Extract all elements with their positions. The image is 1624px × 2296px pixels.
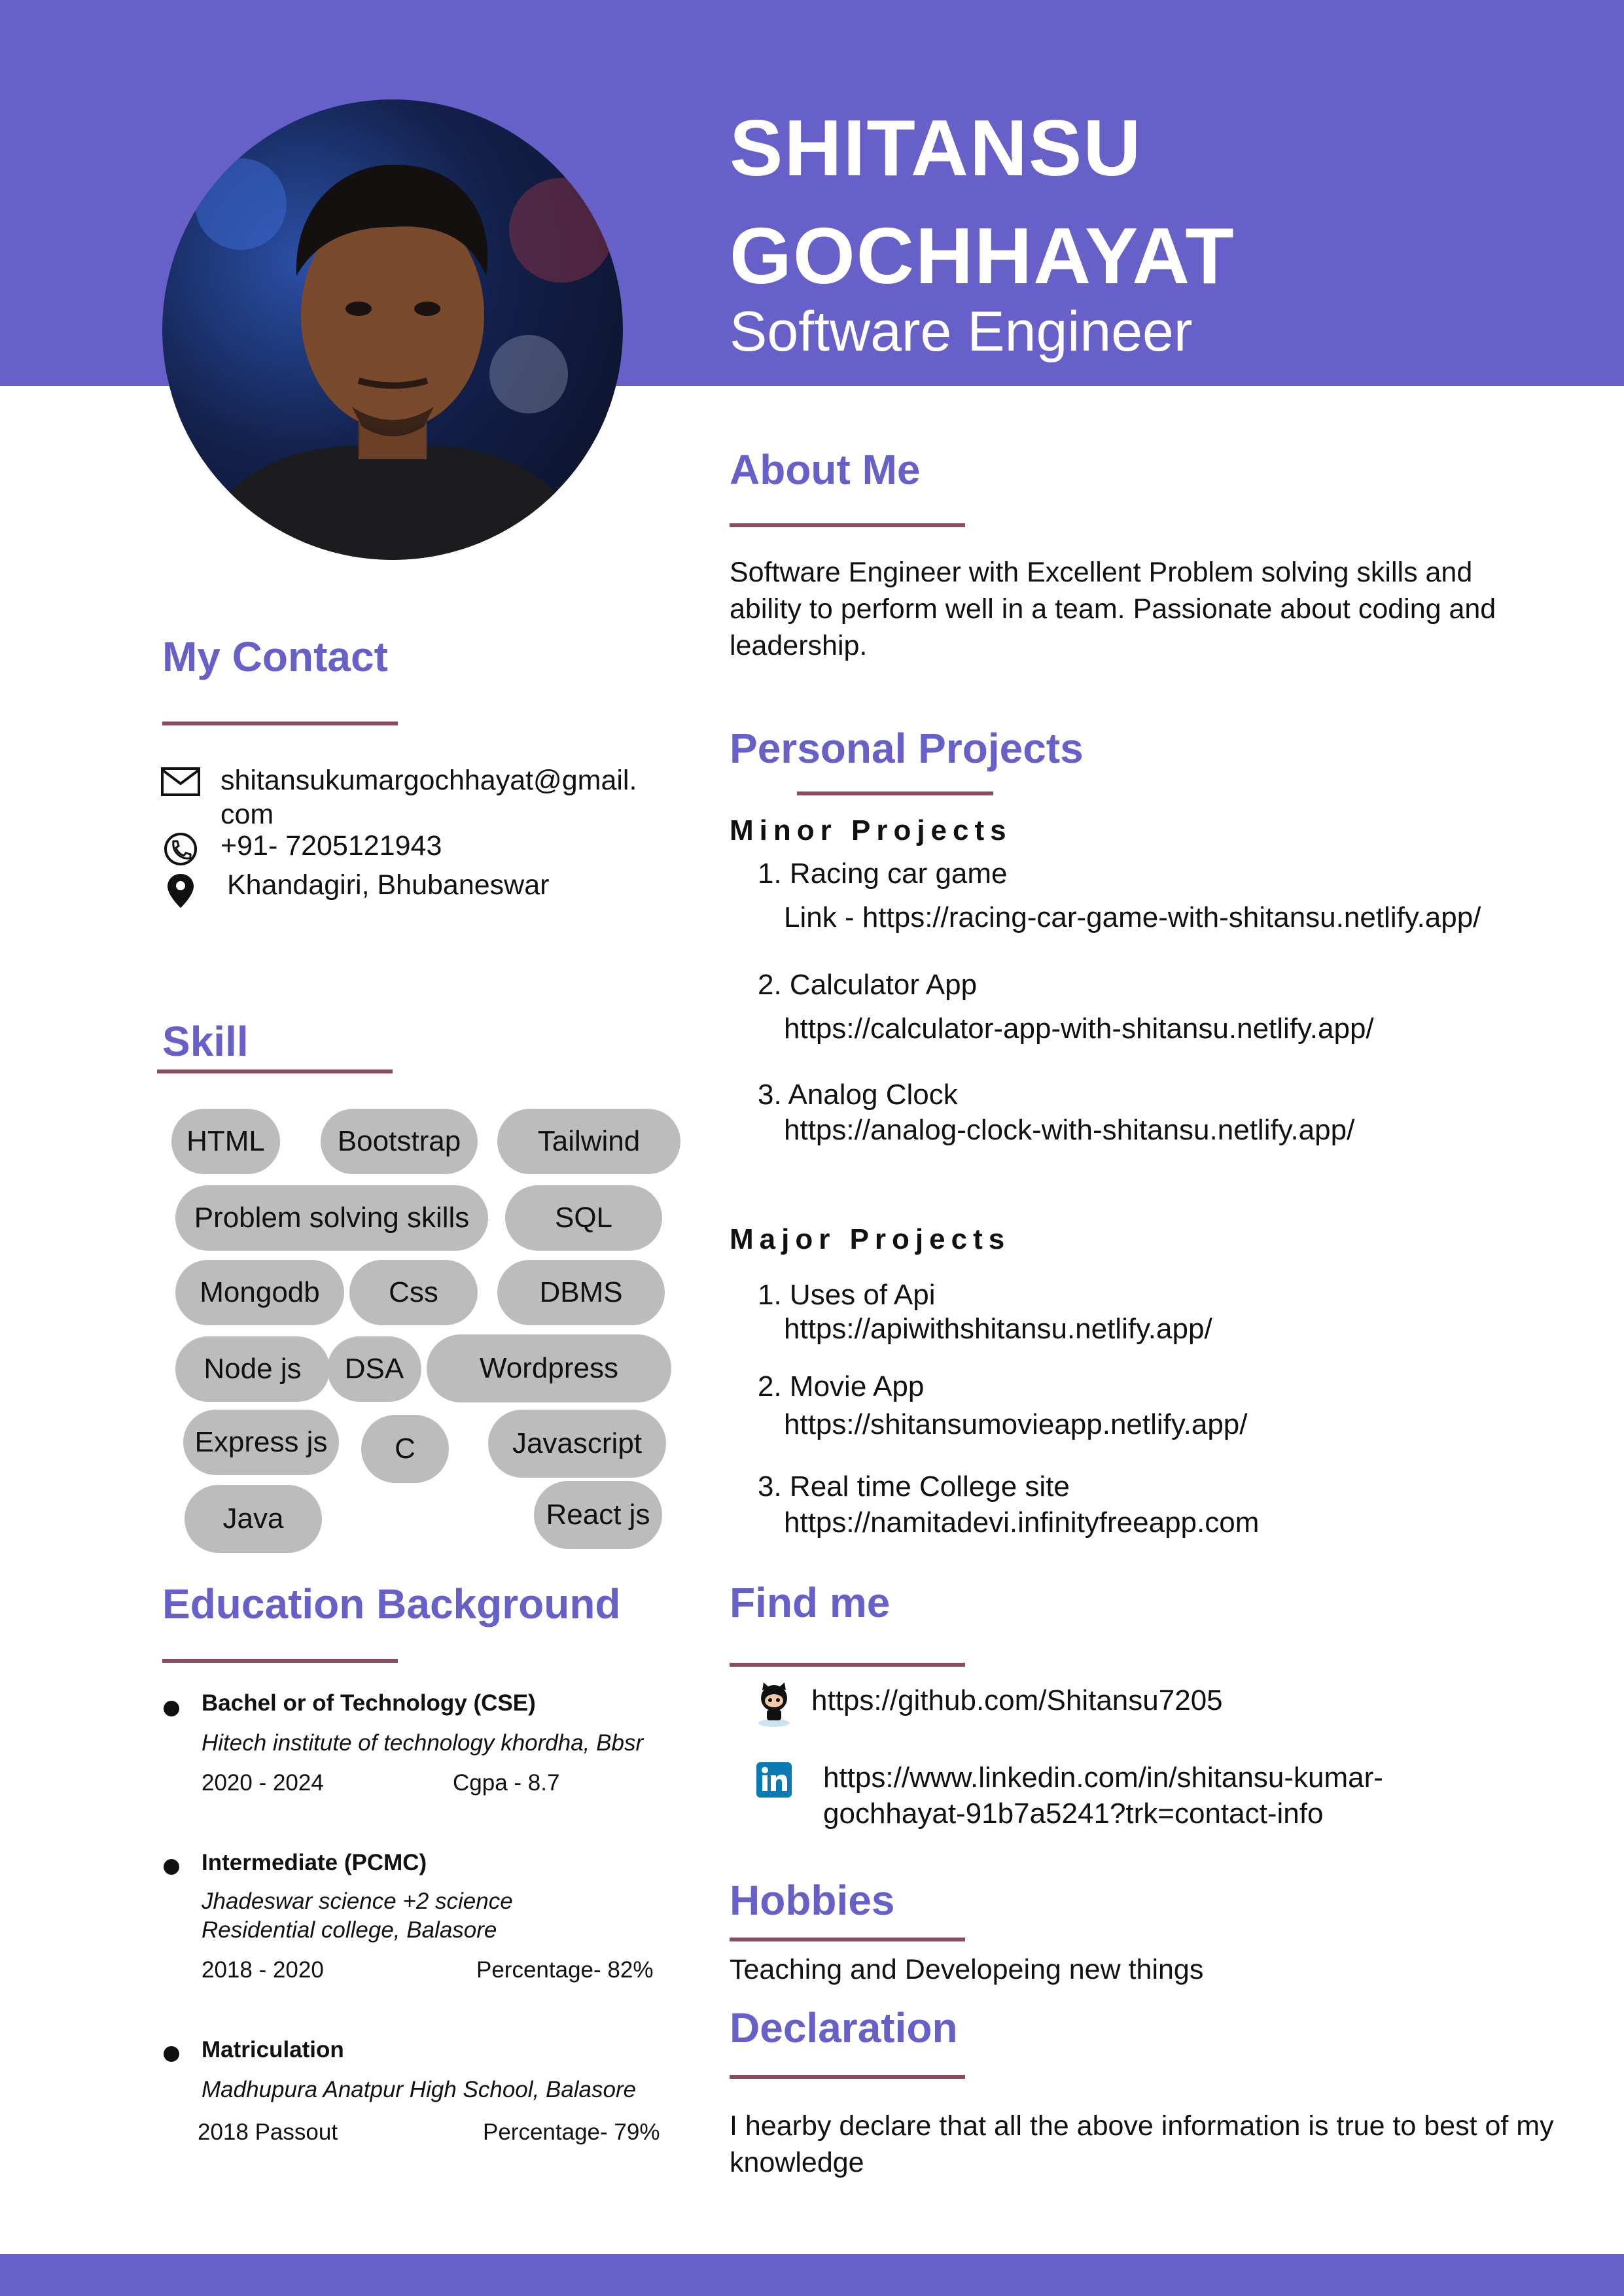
project-link[interactable]: https://shitansumovieapp.netlify.app/ xyxy=(784,1408,1248,1440)
project-link[interactable]: https://apiwithshitansu.netlify.app/ xyxy=(784,1313,1212,1345)
skill-chip: Mongodb xyxy=(175,1260,344,1325)
hobbies-rule xyxy=(730,1938,965,1941)
about-heading: About Me xyxy=(730,446,921,493)
project-link[interactable]: https://namitadevi.infinityfreeapp.com xyxy=(784,1506,1260,1539)
skill-chip: Node js xyxy=(175,1336,330,1402)
hobbies-text: Teaching and Developeing new things xyxy=(730,1954,1204,1985)
education-years: 2018 - 2020 xyxy=(202,1957,324,1983)
github-link[interactable]: https://github.com/Shitansu7205 xyxy=(811,1684,1223,1716)
skill-chip: Java xyxy=(185,1485,322,1553)
linkedin-icon xyxy=(756,1762,792,1798)
footer-band xyxy=(0,2254,1624,2296)
education-rule xyxy=(162,1659,398,1663)
location-pin-icon xyxy=(160,871,201,909)
project-link[interactable]: https://analog-clock-with-shitansu.netlify.app/ xyxy=(784,1114,1355,1146)
project-title: 1. Uses of Api xyxy=(758,1279,936,1311)
contact-rule xyxy=(162,722,398,725)
skill-chip: HTML xyxy=(171,1109,280,1174)
github-octocat-icon xyxy=(751,1680,797,1728)
last-name: GOCHHAYAT xyxy=(730,211,1235,300)
education-heading: Education Background xyxy=(162,1580,621,1627)
education-title: Bachel or of Technology (CSE) xyxy=(202,1690,536,1716)
projects-heading: Personal Projects xyxy=(730,725,1084,772)
hobbies-heading: Hobbies xyxy=(730,1877,895,1924)
skill-chip: C xyxy=(361,1415,449,1483)
education-bullet xyxy=(164,2046,179,2062)
declaration-rule xyxy=(730,2075,965,2079)
declaration-text: I hearby declare that all the above information is true to best of my knowledge xyxy=(730,2110,1554,2178)
about-text: Software Engineer with Excellent Problem solving skills and ability to perform well in a team. Passionate about coding and leadership. xyxy=(730,557,1496,661)
job-title: Software Engineer xyxy=(730,300,1193,363)
linkedin-link-cont[interactable]: gochhayat-91b7a5241?trk=contact-info xyxy=(823,1798,1324,1830)
phone-icon xyxy=(160,832,201,866)
contact-phone-row xyxy=(160,829,442,866)
skill-chip: Bootstrap xyxy=(321,1109,478,1174)
skill-chip: DSA xyxy=(327,1336,421,1402)
education-title: Intermediate (PCMC) xyxy=(202,1850,427,1875)
skill-chip: Javascript xyxy=(488,1410,666,1478)
project-title: 1. Racing car game xyxy=(758,858,1008,890)
education-score: Percentage- 82% xyxy=(476,1957,654,1983)
email-icon xyxy=(160,767,201,797)
skill-chip: SQL xyxy=(505,1185,662,1251)
first-name: SHITANSU xyxy=(730,103,1142,192)
skill-chip: Tailwind xyxy=(497,1109,680,1174)
education-bullet xyxy=(164,1859,179,1875)
education-institution: Jhadeswar science +2 science xyxy=(202,1888,513,1914)
education-years: 2018 Passout xyxy=(198,2119,338,2145)
about-rule xyxy=(730,523,965,527)
profile-photo xyxy=(162,99,623,560)
skill-heading: Skill xyxy=(162,1018,249,1065)
education-institution: Hitech institute of technology khordha, Bbsr xyxy=(202,1730,644,1756)
find-me-rule xyxy=(730,1663,965,1667)
skill-chip: Css xyxy=(349,1260,478,1325)
project-title: 2. Movie App xyxy=(758,1370,925,1402)
project-link[interactable]: https://calculator-app-with-shitansu.netlify.app/ xyxy=(784,1013,1374,1045)
education-score: Percentage- 79% xyxy=(483,2119,660,2145)
contact-location: Khandagiri, Bhubaneswar xyxy=(227,869,550,901)
project-title: 2. Calculator App xyxy=(758,969,978,1001)
contact-email-cont[interactable]: com xyxy=(221,798,274,830)
contact-email-row xyxy=(160,764,637,831)
find-me-heading: Find me xyxy=(730,1579,891,1626)
education-score: Cgpa - 8.7 xyxy=(453,1770,560,1796)
skill-chip: React js xyxy=(534,1481,662,1549)
project-link[interactable]: Link - https://racing-car-game-with-shitansu.netlify.app/ xyxy=(784,901,1481,933)
education-institution: Madhupura Anatpur High School, Balasore xyxy=(202,2077,637,2102)
education-institution-cont: Residential college, Balasore xyxy=(202,1917,497,1943)
contact-heading: My Contact xyxy=(162,633,388,680)
contact-location-row xyxy=(160,869,549,909)
education-title: Matriculation xyxy=(202,2037,344,2062)
skill-chip: DBMS xyxy=(497,1260,665,1325)
education-bullet xyxy=(164,1701,179,1716)
major-projects-heading: Major Projects xyxy=(730,1223,1011,1255)
contact-email[interactable]: shitansukumargochhayat@gmail. xyxy=(221,765,637,796)
projects-rule xyxy=(797,791,993,795)
skill-chip: Express js xyxy=(183,1410,339,1475)
minor-projects-heading: Minor Projects xyxy=(730,814,1012,846)
project-title: 3. Analog Clock xyxy=(758,1079,958,1111)
skill-rule xyxy=(157,1070,393,1073)
education-years: 2020 - 2024 xyxy=(202,1770,324,1796)
skill-chip: Wordpress xyxy=(427,1334,671,1402)
linkedin-link[interactable]: https://www.linkedin.com/in/shitansu-kumar- xyxy=(823,1762,1383,1794)
declaration-heading: Declaration xyxy=(730,2004,958,2051)
skill-chip: Problem solving skills xyxy=(175,1185,488,1251)
project-title: 3. Real time College site xyxy=(758,1470,1070,1503)
contact-phone[interactable]: +91- 7205121943 xyxy=(221,830,442,861)
